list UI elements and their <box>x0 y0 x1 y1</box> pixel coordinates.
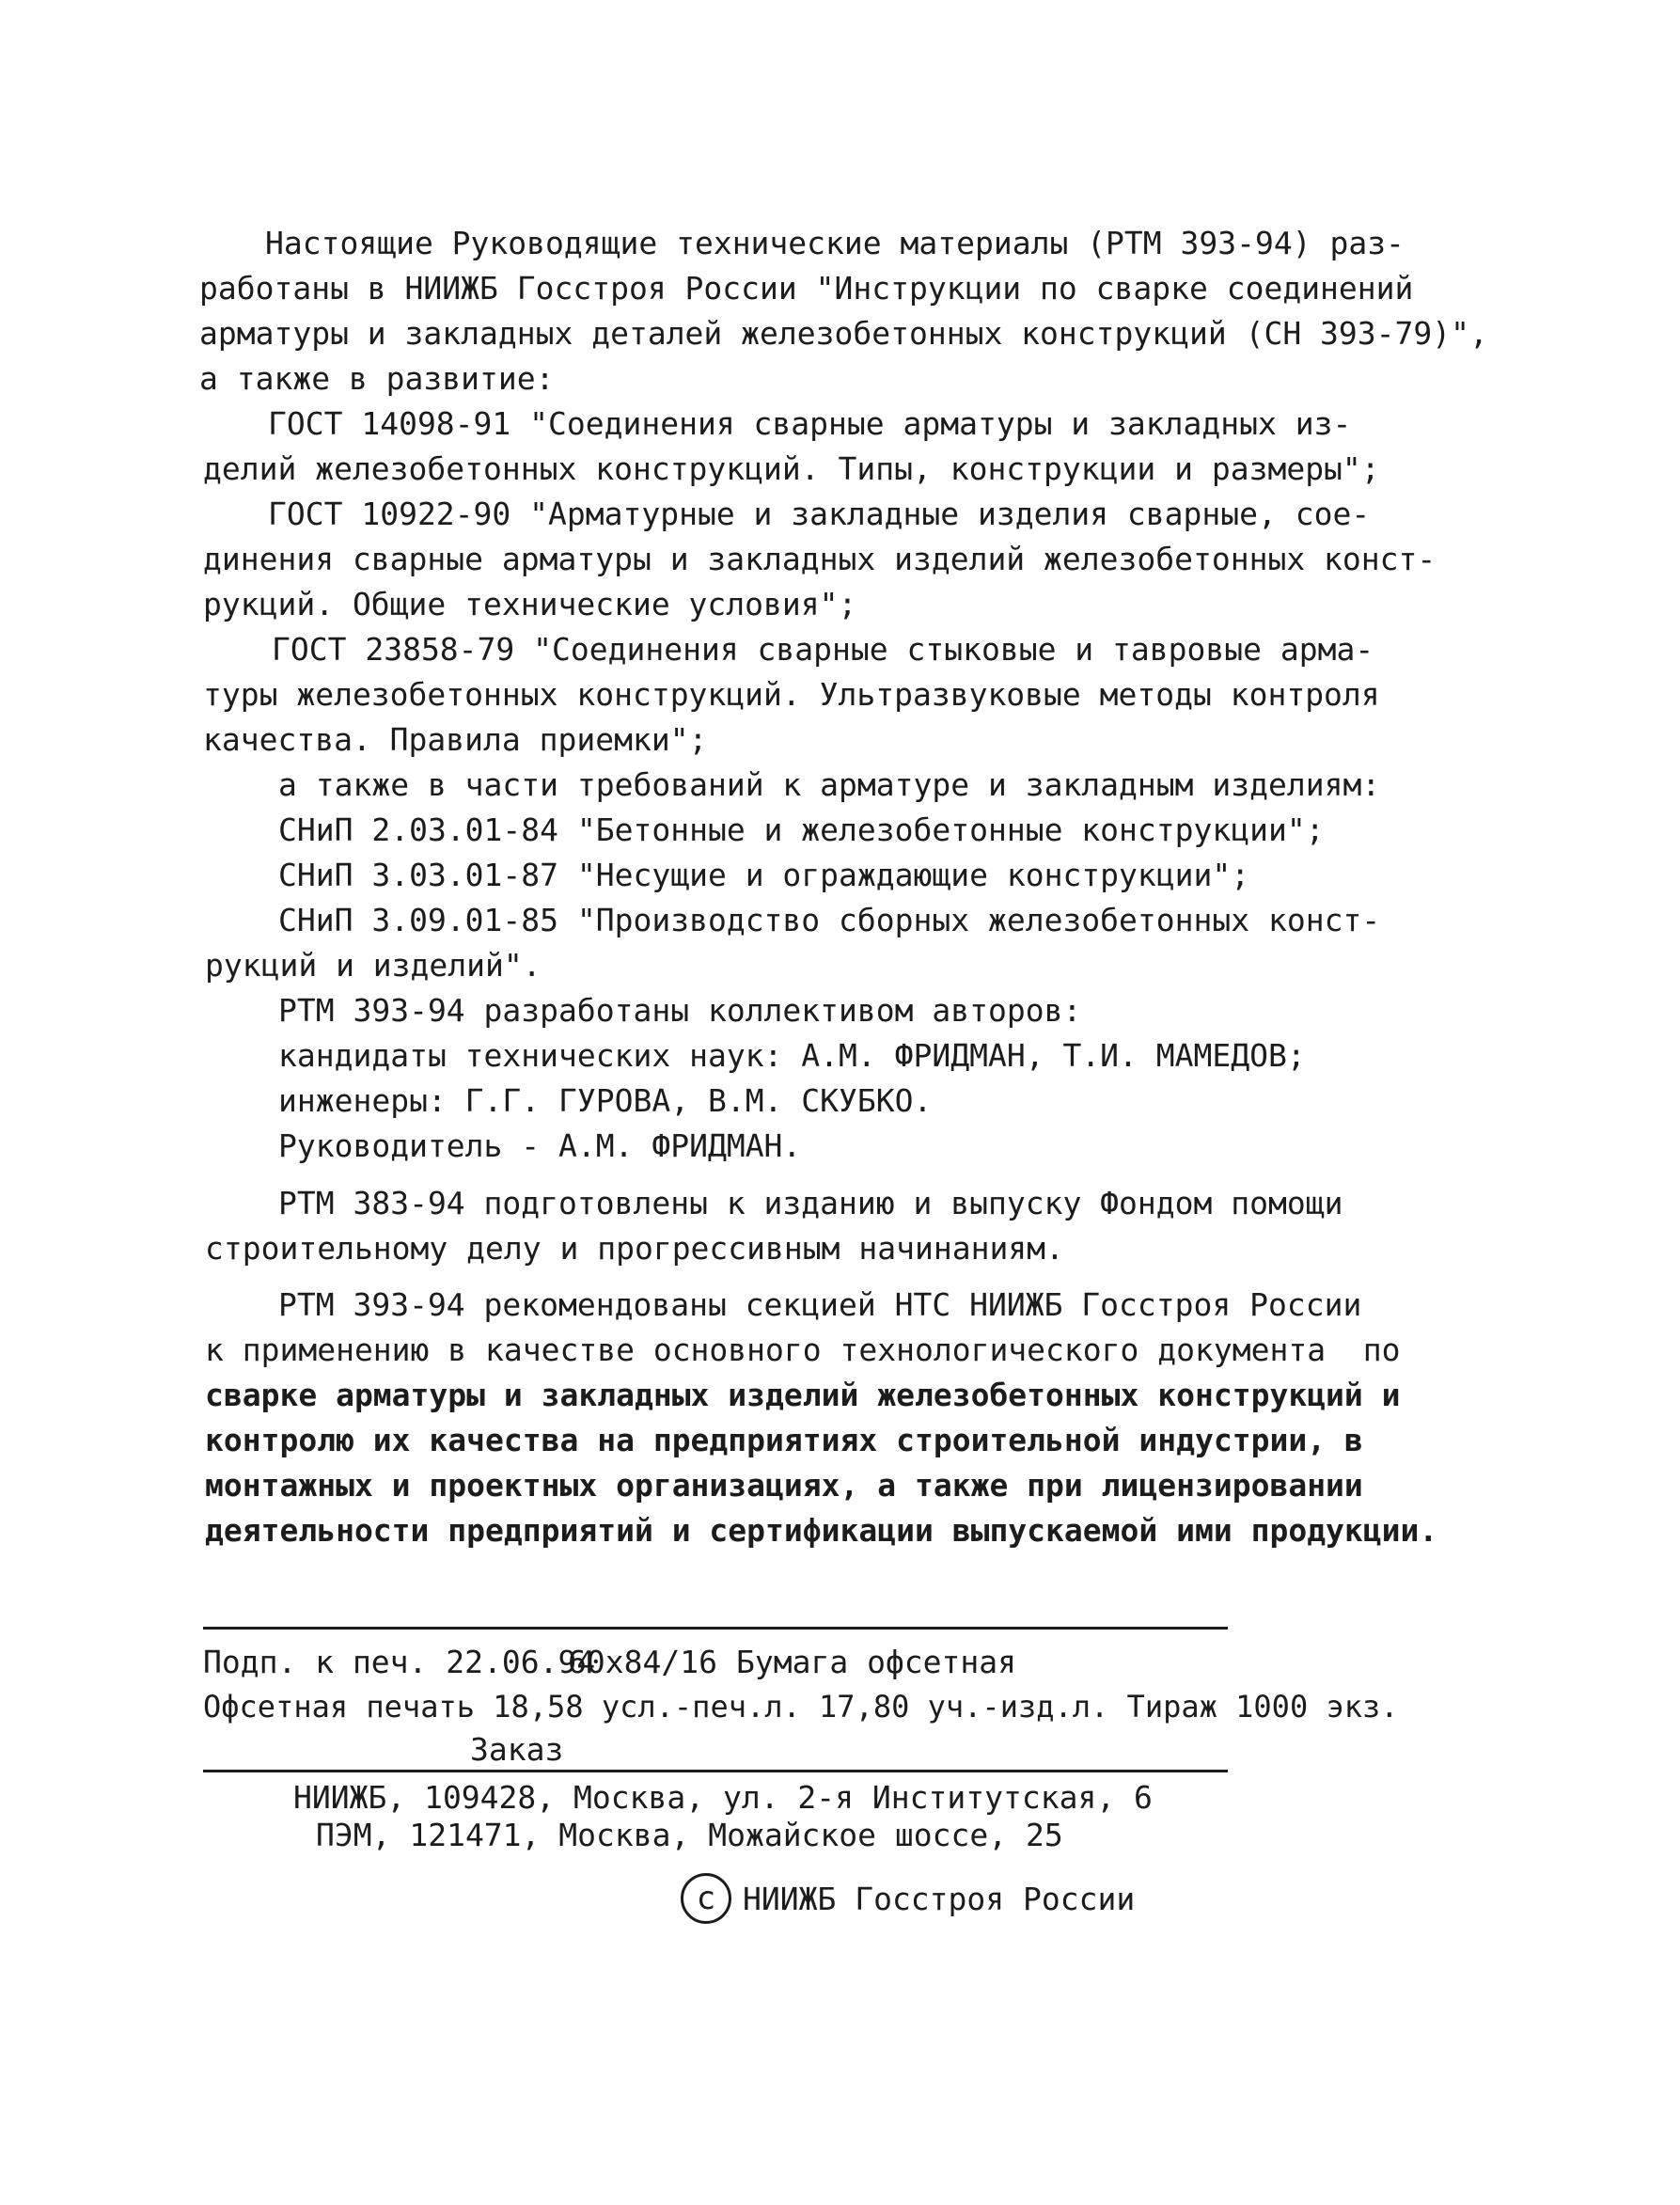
snip-intro: а также в части требований к арматуре и закладным изделиям: <box>278 766 1381 803</box>
gost-23858-line-2: туры железобетонных конструкций. Ультразвуковые методы контроля <box>203 676 1380 713</box>
gost-23858-line-3: качества. Правила приемки"; <box>203 721 708 758</box>
gost-10922-line-1: ГОСТ 10922-90 "Арматурные и закладные изделия сварные, сое- <box>268 496 1371 532</box>
imprint-print-line: Офсетная печать 18,58 усл.-печ.л. 17,80 уч.-изд.л. Тираж 1000 экз. <box>203 1689 1399 1725</box>
gost-23858-line-1: ГОСТ 23858-79 "Соединения сварные стыковые и тавровые арма- <box>272 631 1374 668</box>
authors-line-2: кандидаты технических наук: А.М. ФРИДМАН, Т.И. МАМЕДОВ; <box>278 1037 1306 1074</box>
imprint-address-pem: ПЭМ, 121471, Москва, Можайское шоссе, 25 <box>316 1817 1063 1853</box>
prepared-line-2: строительному делу и прогрессивным начинаниям. <box>205 1230 1064 1267</box>
imprint-address-niizhb: НИИЖБ, 109428, Москва, ул. 2-я Институтская, 6 <box>293 1779 1153 1816</box>
recommended-line-2: к применению в качестве основного технологического документа по <box>205 1331 1401 1368</box>
imprint-format: 60x84/16 <box>568 1644 717 1680</box>
snip-3-09-01-line-2: рукций и изделий". <box>205 947 542 984</box>
snip-3-03-01: СНиП 3.03.01-87 "Несущие и ограждающие конструкции"; <box>278 857 1250 893</box>
intro-line-2: работаны в НИИЖБ Госстроя России "Инструкции по сварке соединений <box>199 270 1414 307</box>
copyright-icon: c <box>681 1873 731 1924</box>
authors-line-4: Руководитель - А.М. ФРИДМАН. <box>278 1127 802 1164</box>
gost-10922-line-3: рукций. Общие технические условия"; <box>203 586 857 622</box>
imprint-paper: Бумага офсетная <box>736 1644 1017 1680</box>
recommended-line-1: РТМ 393-94 рекомендованы секцией НТС НИИЖБ Госстроя России <box>278 1286 1362 1323</box>
imprint-signed: Подп. к печ. 22.06.94 <box>203 1644 596 1680</box>
gost-14098-line-1: ГОСТ 14098-91 "Соединения сварные арматуры и закладных из- <box>268 405 1352 442</box>
intro-line-4: а также в развитие: <box>199 360 555 397</box>
snip-3-09-01-line-1: СНиП 3.09.01-85 "Производство сборных железобетонных конст- <box>278 902 1381 938</box>
recommended-line-3: сварке арматуры и закладных изделий железобетонных конструкций и <box>205 1377 1401 1413</box>
recommended-line-5: монтажных и проектных организациях, а также при лицензировании <box>205 1467 1363 1504</box>
copyright-holder: НИИЖБ Госстроя России <box>743 1881 1136 1917</box>
imprint-top-rule <box>203 1627 1228 1630</box>
imprint-bottom-rule <box>203 1770 1228 1772</box>
snip-2-03-01: СНиП 2.03.01-84 "Бетонные и железобетонные конструкции"; <box>278 811 1325 848</box>
prepared-line-1: РТМ 383-94 подготовлены к изданию и выпуску Фондом помощи <box>278 1185 1343 1221</box>
gost-10922-line-2: динения сварные арматуры и закладных изделий железобетонных конст- <box>203 541 1437 577</box>
gost-14098-line-2: делий железобетонных конструкций. Типы, конструкции и размеры"; <box>203 450 1380 487</box>
imprint-order: Заказ <box>470 1731 564 1768</box>
intro-line-3: арматуры и закладных деталей железобетонных конструкций (СН 393-79)", <box>199 315 1488 352</box>
authors-line-3: инженеры: Г.Г. ГУРОВА, В.М. СКУБКО. <box>278 1082 933 1119</box>
authors-line-1: РТМ 393-94 разработаны коллективом авторов: <box>278 992 1082 1029</box>
recommended-line-4: контролю их качества на предприятиях строительной индустрии, в <box>205 1422 1363 1458</box>
recommended-line-6: деятельности предприятий и сертификации выпускаемой ими продукции. <box>205 1512 1438 1549</box>
intro-line-1: Настоящие Руководящие технические материалы (РТМ 393-94) раз- <box>265 225 1405 261</box>
